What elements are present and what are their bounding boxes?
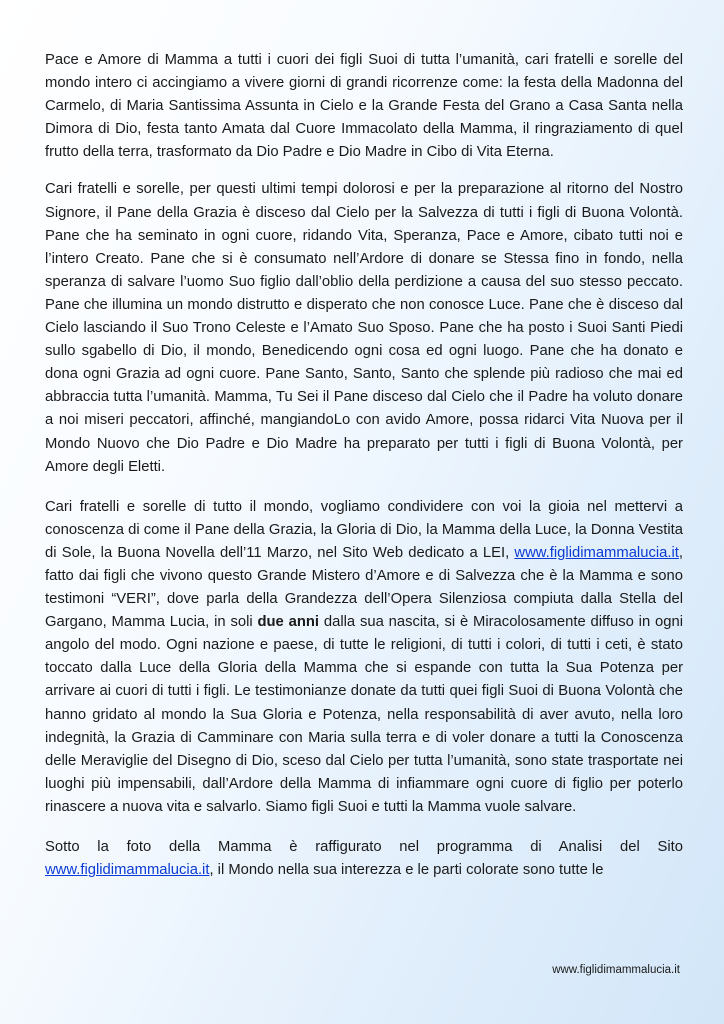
paragraph-text: Cari fratelli e sorelle di tutto il mondo, vogliamo condividere con voi la gioia nel mettervi a conoscenza di come il Pane della Grazia, la Gloria di Dio, la Mamma della Luce, la Donna Vestita di Sole, la Buona Novella dell’11 Marzo, nel Sito Web dedicato a LEI, [45, 498, 683, 561]
footer-url: www.figlidimammalucia.it [552, 964, 680, 976]
paragraph-bread-of-grace: Cari fratelli e sorelle, per questi ultimi tempi dolorosi e per la preparazione al ritorno del Nostro Signore, il Pane della Grazia è disceso dal Cielo per la Salvezza di tutti i figli di Buona Volontà. Pane che ha seminato in ogni cuore, ridando Vita, Speranza, Pace e Amore, cibato tutti noi e l’intero Creato. Pane che si è consumato nell’Ardore di donare se Stessa fino in fondo, nella speranza di salvare l’uomo Suo figlio dall’oblio della perdizione a causa del suo stesso peccato. Pane che illumina un mondo distrutto e disperato che non conosce Luce. Pane che è disceso dal Cielo lasciando il Suo Trono Celeste e l’Amato Suo Sposo. Pane che ha posto i Suoi Santi Piedi sullo sgabello di Dio, il mondo, Benedicendo ogni cosa ed ogni luogo. Pane che ha donato e dona ogni Grazia ad ogni cuore. Pane Santo, Santo, Santo che splende più radioso che mai ed abbraccia tutta l’umanità. Mamma, Tu Sei il Pane disceso dal Cielo che il Padre ha voluto donare a noi miseri peccatori, affinché, mangiandoLo con avido Amore, possa ridarci Vita Nuova per il Mondo Nuovo che Dio Padre e Dio Madre ha preparato per tutti i figli di Buona Volontà, per Amore degli Eletti. [45, 181, 683, 475]
website-link[interactable]: www.figlidimammalucia.it [45, 862, 210, 879]
paragraph-text: , il Mondo nella sua interezza e le parti colorate sono tutte le [209, 862, 604, 879]
bold-text: due anni [257, 614, 320, 631]
paragraph-text: Sotto la foto della Mamma è raffigurato nel programma di Analisi del Sito [45, 839, 683, 855]
paragraph-website-diffusion [45, 496, 683, 819]
paragraph-greeting: Pace e Amore di Mamma a tutti i cuori dei figli Suoi di tutta l’umanità, cari fratelli e sorelle del mondo intero ci accingiamo a vivere giorni di grandi ricorrenze come: la festa della Madonna del Carmelo, di Maria Santissima Assunta in Cielo e la Grande Festa del Grano a Casa Santa nella Dimora di Dio, festa tanto Amata dal Cuore Immacolato della Mamma, il ringraziamento di quel frutto della terra, trasformato da Dio Padre e Dio Madre in Cibo di Vita Eterna. [45, 52, 683, 161]
paragraph-text: , fatto dai figli che vivono questo Grande Mistero d’Amore e di Salvezza che è la Mamma e sono testimoni “VERI”, dove parla della Grandezza dell’Opera Silenziosa compiuta dalla Stella del Gargano, Mamma Lucia, in soli [45, 544, 683, 631]
website-link[interactable]: www.figlidimammalucia.it [514, 544, 679, 561]
paragraph-text: dalla sua nascita, si è Miracolosamente diffuso in ogni angolo del modo. Ogni nazione e paese, di tutte le religioni, di tutti i colori, di tutti i ceti, è stato toccato dalla Luce della Gloria della Mamma che si espande con tutta la Sua Potenza per arrivare ai cuori di tutti i figli. Le testimonianze donate da tutti quei figli Suoi di Buona Volontà che hanno gridato al mondo la Sua Gloria e Potenza, nella responsabilità di aver avuto, nella loro indegnità, la Grazia di Camminare con Maria sulla terra e di voler donare a tutti la Conoscenza delle Meraviglie del Disegno di Dio, sceso dal Cielo per tutta l’umanità, sono state trasportate nei luoghi più impensabili, dall’Ardore della Mamma di infiammare ogni cuore di figlio per poterlo rinascere a nuova vita e salvarlo. Siamo figli Suoi e tutti la Mamma vuole salvare. [45, 614, 683, 815]
document-body [45, 49, 683, 899]
paragraph-site-analysis [45, 836, 683, 882]
